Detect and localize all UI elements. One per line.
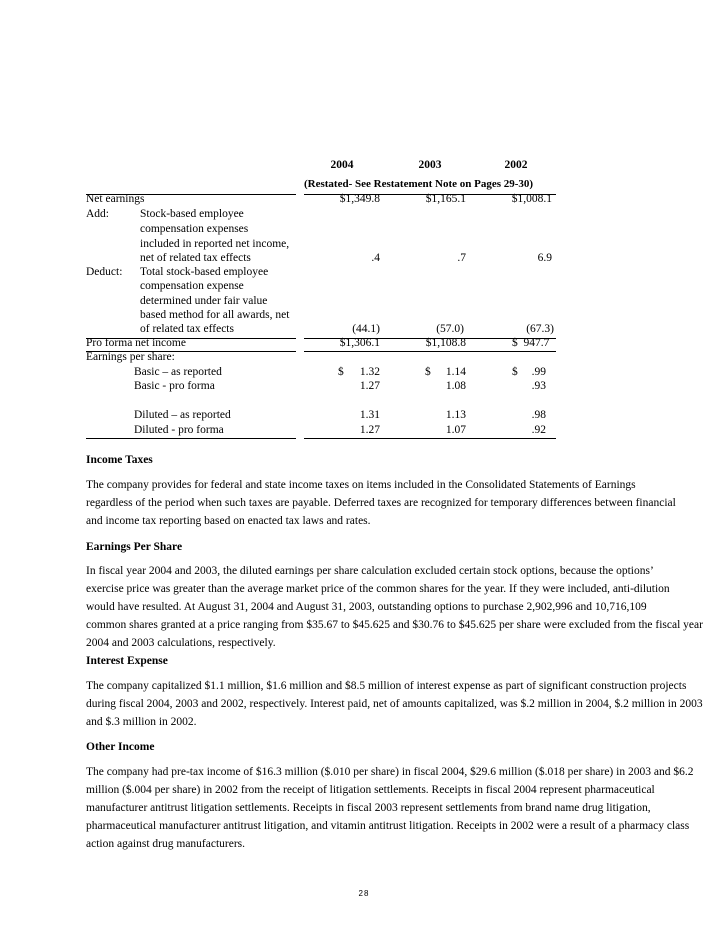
row-label-line: compensation expenses: [140, 223, 249, 235]
table-cell: $ 947.7: [512, 337, 550, 349]
paragraph-line: would have resulted. At August 31, 2004 and August 31, 2003, outstanding options to purchase 2,902,996 and 10,716,109: [86, 601, 647, 613]
table-rule: [304, 438, 556, 439]
table-cell: (67.3): [526, 323, 554, 335]
table-rule: [304, 351, 556, 352]
row-label-basic-pro-forma: Basic - pro forma: [134, 380, 215, 392]
paragraph-line: In fiscal year 2004 and 2003, the diluted earnings per share calculation excluded certain stock options, because the options’: [86, 565, 654, 577]
table-cell: .7: [457, 252, 466, 264]
table-cell: 1.31: [359, 409, 380, 421]
row-label-diluted-reported: Diluted – as reported: [134, 409, 231, 421]
row-label-line: of related tax effects: [140, 323, 234, 335]
row-label-line: net of related tax effects: [140, 252, 251, 264]
table-cell: 6.9: [537, 252, 552, 264]
table-cell: $1,165.1: [425, 193, 466, 205]
paragraph-other-income: [86, 763, 708, 853]
paragraph-line: and $.3 million in 2002.: [86, 716, 197, 728]
table-cell: (57.0): [436, 323, 464, 335]
table-rule: [86, 438, 296, 439]
paragraph-line: The company provides for federal and state income taxes on items included in the Consolidated Statements of Earnings: [86, 479, 636, 491]
table-cell: .99: [531, 366, 546, 378]
row-label-net-earnings: Net earnings: [86, 193, 145, 205]
paragraph-line: pharmaceutical manufacturer antitrust litigation, and vitamin antitrust litigation. Receipts in 2002 were a result of a pharmacy class: [86, 820, 690, 832]
year-header-2004: 2004: [330, 159, 354, 171]
table-cell: 1.07: [445, 424, 466, 436]
paragraph-line: and income tax reporting based on enacted tax laws and rates.: [86, 515, 371, 527]
row-label-line: compensation expense: [140, 280, 244, 292]
paragraph-line: common shares granted at a price ranging from $35.67 to $45.625 and $30.76 to $45.625 per share were excluded from the fiscal year: [86, 619, 703, 631]
row-label-line: Stock-based employee: [140, 208, 244, 220]
row-label-line: based method for all awards, net: [140, 309, 290, 321]
row-label-line: included in reported net income,: [140, 238, 290, 250]
paragraph-eps: [86, 562, 708, 652]
page-number: 28: [358, 889, 370, 898]
paragraph-line: during fiscal 2004, 2003 and 2002, respectively. Interest paid, net of amounts capitalized, was $.2 million in 2004, $.2 million in 2003: [86, 698, 703, 710]
table-cell: 1.13: [445, 409, 466, 421]
table-cell: .98: [531, 409, 546, 421]
paragraph-line: 2004 and 2003 calculations, respectively.: [86, 637, 276, 649]
row-label-basic-reported: Basic – as reported: [134, 366, 222, 378]
section-heading-income-taxes: Income Taxes: [86, 454, 153, 466]
section-heading-eps: Earnings Per Share: [86, 541, 183, 553]
section-heading-other-income: Other Income: [86, 741, 155, 753]
table-cell: .93: [531, 380, 546, 392]
row-label-line: determined under fair value: [140, 295, 268, 307]
row-prefix-add: Add:: [86, 208, 109, 220]
table-cell: 1.27: [359, 424, 380, 436]
paragraph-line: manufacturer antitrust litigation settlements. Receipts in fiscal 2003 represent settlements from brand name drug litigation,: [86, 802, 651, 814]
year-header-2003: 2003: [418, 159, 442, 171]
restatement-note: (Restated- See Restatement Note on Pages 29-30): [304, 178, 534, 190]
paragraph-line: exercise price was greater than the average market price of the common shares for the year. If they were included, anti-dilution: [86, 583, 670, 595]
section-heading-interest-expense: Interest Expense: [86, 655, 168, 667]
row-label-diluted-pro-forma: Diluted - pro forma: [134, 424, 224, 436]
paragraph-interest-expense: [86, 677, 708, 731]
table-cell: $1,108.8: [425, 337, 466, 349]
paragraph-line: The company had pre-tax income of $16.3 million ($.010 per share) in fiscal 2004, $29.6 million ($.018 per share) in 2003 and $6.2: [86, 766, 694, 778]
row-prefix-deduct: Deduct:: [86, 266, 123, 278]
year-header-2002: 2002: [504, 159, 528, 171]
table-cell: 1.32: [359, 366, 380, 378]
table-cell: 1.14: [445, 366, 466, 378]
table-cell: .4: [371, 252, 380, 264]
dollar-sign: $: [338, 366, 344, 378]
paragraph-line: million ($.004 per share) in 2002 from the receipt of litigation settlements. Receipts in fiscal 2004 represent pharmaceutical: [86, 784, 655, 796]
table-cell: .92: [531, 424, 546, 436]
table-cell: $1,349.8: [339, 193, 380, 205]
table-cell: (44.1): [352, 323, 380, 335]
table-cell: 1.08: [445, 380, 466, 392]
dollar-sign: $: [425, 366, 431, 378]
table-cell: $1,008.1: [511, 193, 552, 205]
table-cell: $1,306.1: [339, 337, 380, 349]
row-label-line: Total stock-based employee: [140, 266, 269, 278]
paragraph-line: action against drug manufacturers.: [86, 838, 246, 850]
row-label-eps: Earnings per share:: [86, 351, 175, 363]
row-label-pro-forma: Pro forma net income: [86, 337, 186, 349]
paragraph-line: The company capitalized $1.1 million, $1.6 million and $8.5 million of interest expense as part of significant construction projects: [86, 680, 687, 692]
table-cell: 1.27: [359, 380, 380, 392]
paragraph-line: regardless of the period when such taxes are payable. Deferred taxes are recognized for temporary differences between financial: [86, 497, 676, 509]
paragraph-income-taxes: [86, 476, 708, 530]
dollar-sign: $: [512, 366, 518, 378]
